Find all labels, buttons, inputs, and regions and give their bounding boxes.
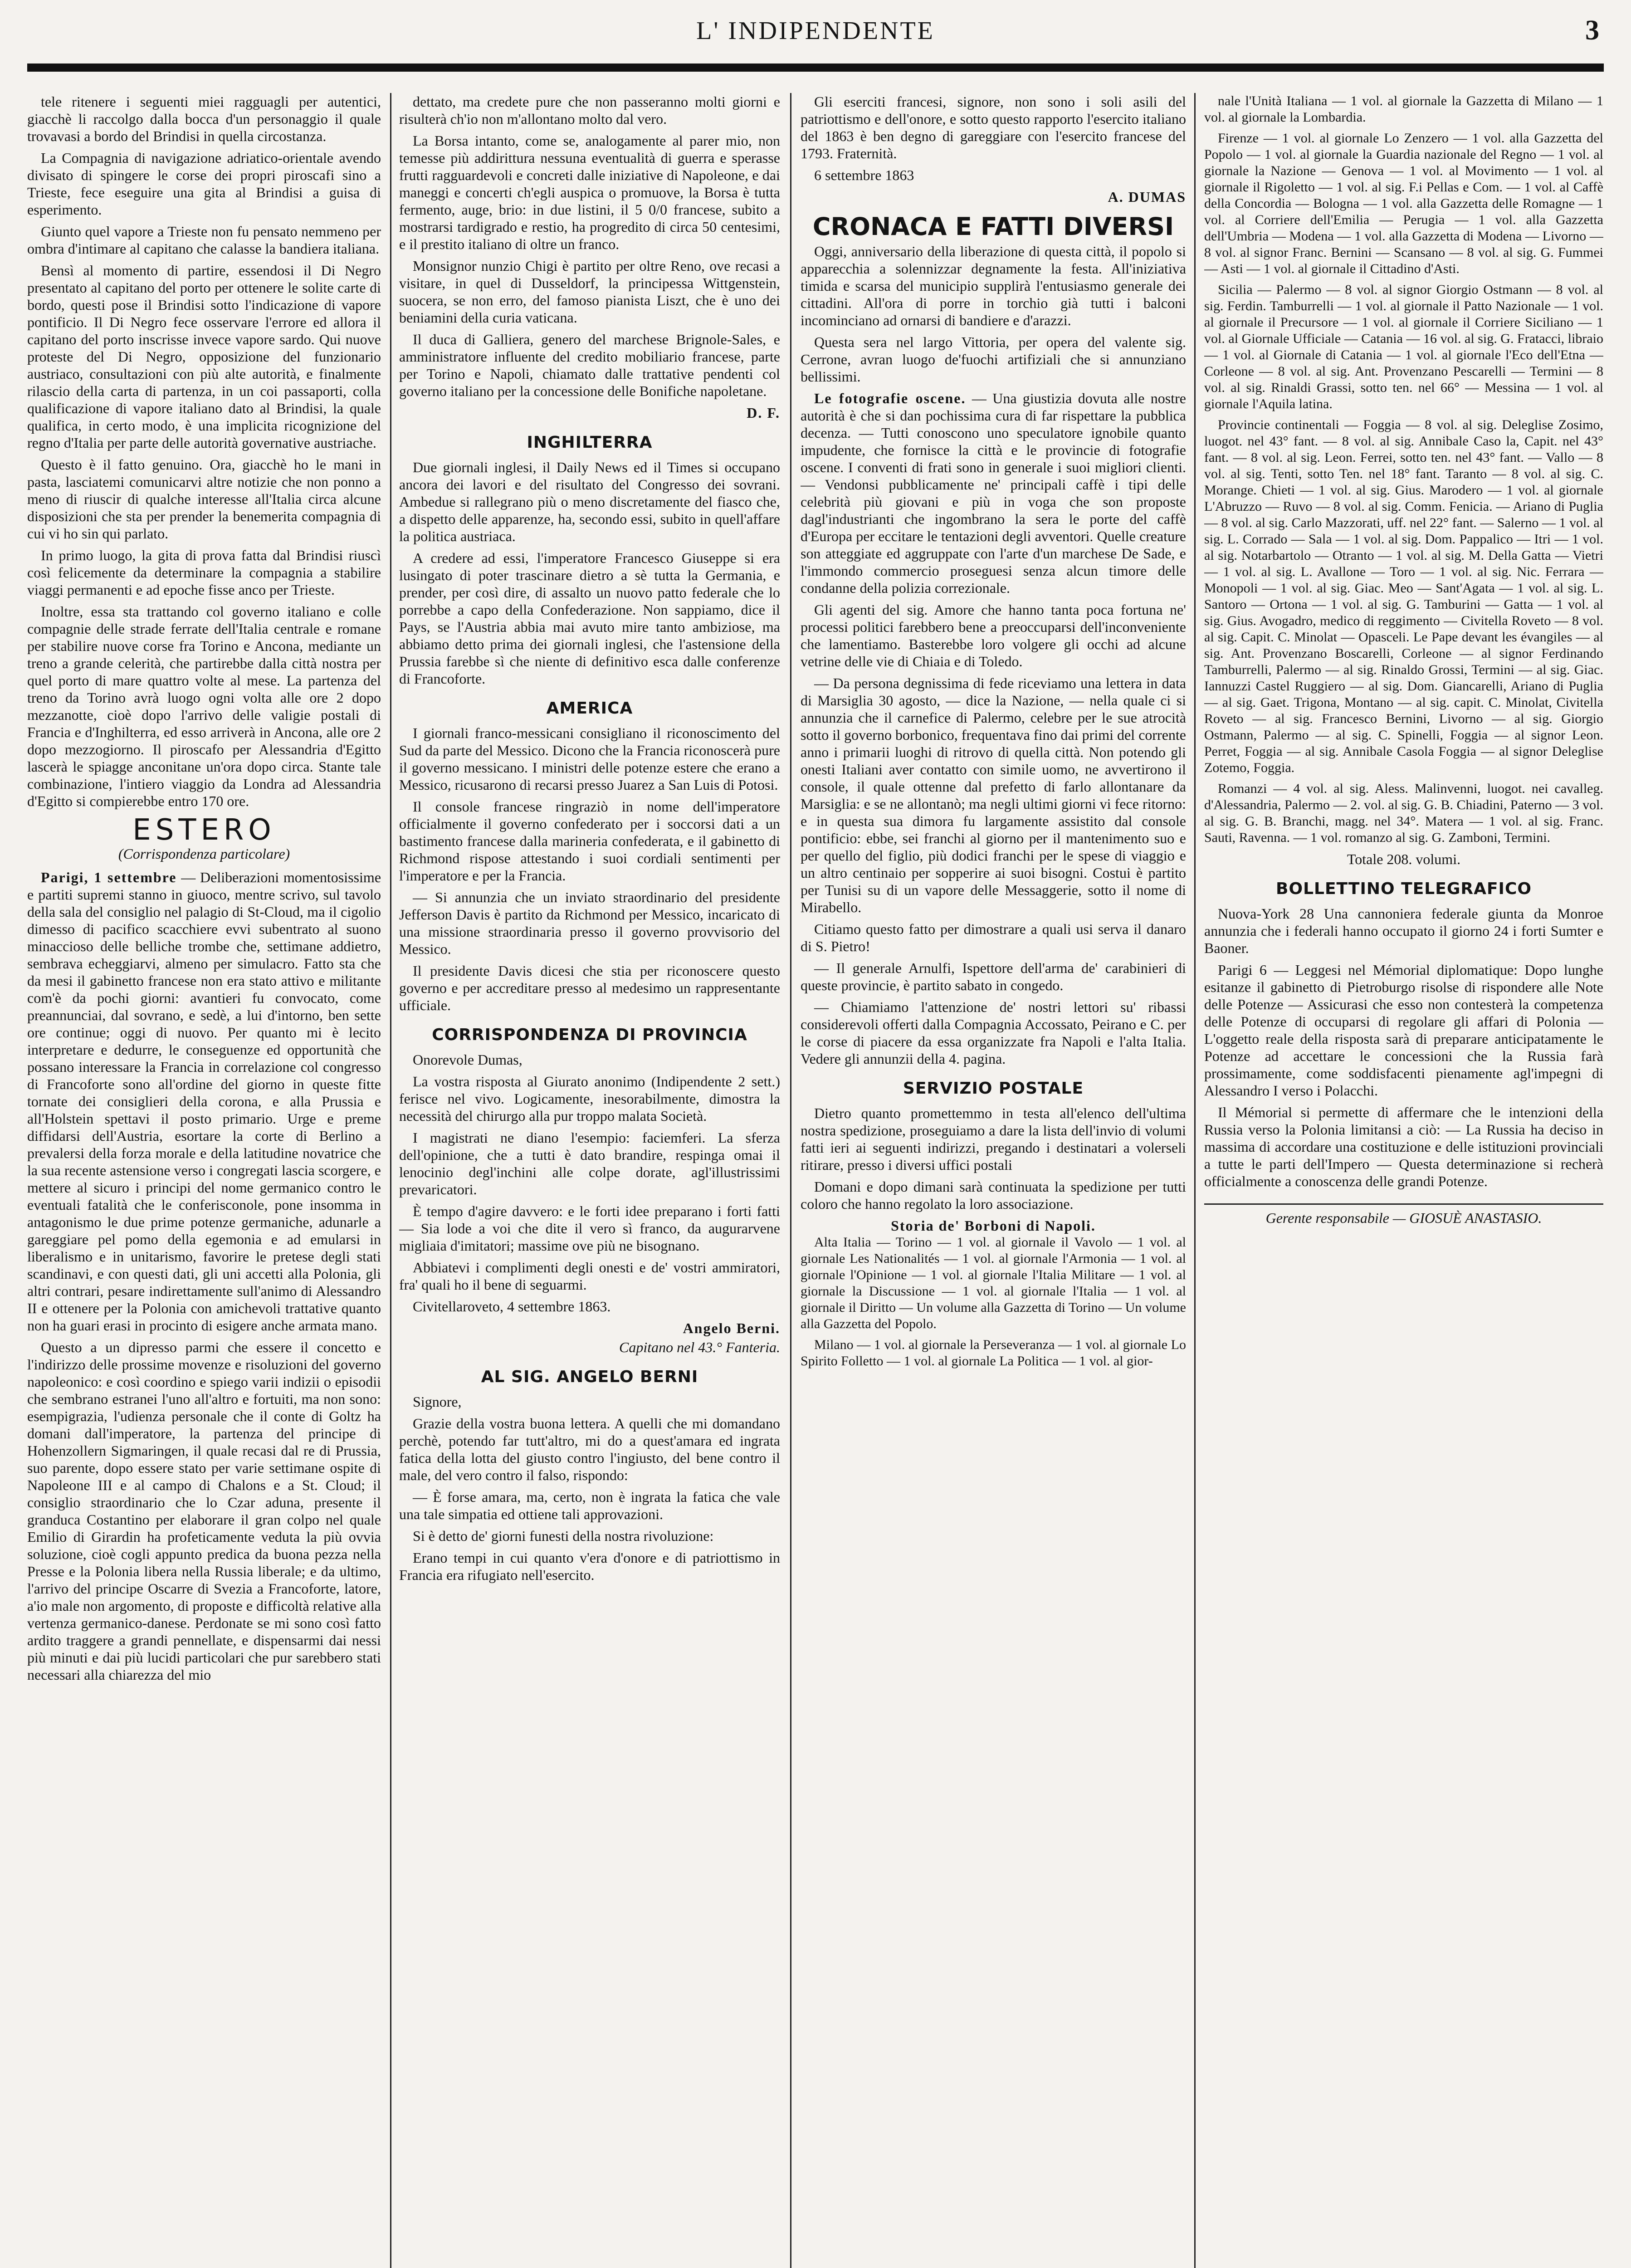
column-separator (790, 93, 791, 2268)
paragraph: I magistrati ne diano l'esempio: faciemferi. La sferza dell'opinione, che a tutti è dato brandire, respinga omai il lenocinio degl'inchini alle colpe dorate, agl'illustrissimi prevaricatori. (399, 1129, 780, 1198)
signature: A. DUMAS (1108, 189, 1186, 205)
paragraph: Provincie continentali — Foggia — 8 vol. al sig. Deleglise Zosimo, luogot. nel 43° fant. — 8 vol. al sig. Annibale Caso la, Capit. nel 43° fant. — 8 vol. al sig. Leon. Ferrei, sotto ten. nel 43° fant. — Vallo — 8 vol. al sig. Tenti, sotto Ten. nel 18° fant. Taranto — 8 vol. al sig. C. Morange. Chieti — 1 vol. al sig. Gius. Marodero — 1 vol. al giornale L'Abruzzo — Ruvo — 8 vol. al sig. Comm. Fenicia. — Ariano di Puglia — 8 vol. al sig. Carlo Mazzorati, uff. nel 22° fant. — Salerno — 1 vol. al sig. L. Corrado — Sala — 1 vol. al sig. Dom. Pappalico — Itri — 1 vol. al sig. Notarbartolo — Otranto — 1 vol. al sig. M. Della Gatta — Vietri — 1 vol. al sig. L. Avallone — Toro — 1 vol. al sig. Nic. Ferrara — Monopoli — 1 vol. al sig. Giac. Meo — Sant'Agata — 1 vol. al sig. L. Santoro — Ortona — 1 vol. al sig. G. Tamburini — Gatta — 1 vol. al sig. Gius. Avogadro, medico di reggimento — Civitella Roveto — 8 vol. al sig. Capit. C. Minolat — Opasceli. Le Pape devant les évangiles — al sig. Ant. Provenzano Boscarelli, Corleone — al signor Ferdinando Tamburrelli, Palermo — al sig. Rinaldo Grossi, Termini — al sig. Giac. Iannuzzi Castel Ruggiero — al sig. Dom. Giancarelli, Ariano di Puglia — al sig. Gaet. Trigona, Montano — al sig. capit. C. Minolat, Civitella Roveto — al sig. Francesco Bernini, Livorno — al sig. Giorgio Ostmann, Palermo — al sig. C. Spinelli, Foggia — al signor Leon. Perret, Foggia — al sig. Annibale Casola Foggia — al signor Deleglise Zotemo, Foggia. (1204, 417, 1603, 775)
paragraph (801, 390, 1186, 596)
paragraph: Due giornali inglesi, il Daily News ed il Times si occupano ancora dei lavori e del risultato del Congresso dei sovrani. Ambedue si rallegrano più o meno discretamente del fiasco che, a dispetto delle apparenze, ha, secondo essi, subito in quell'affare la politica austriaca. (399, 459, 780, 544)
paragraph: Alta Italia — Torino — 1 vol. al giornale il Vavolo — 1 vol. al giornale Les Nationalités — 1 vol. al giornale l'Armonia — 1 vol. al giornale l'Opinione — 1 vol. al giornale l'Italia Militare — 1 vol. al giornale la Discussione — 1 vol. al giornale l'Italia — 1 vol. al giornale il Diritto — Un volume alla Gazzetta di Torino — Un volume alla Gazzetta del Popolo. (801, 1235, 1186, 1331)
paragraph: La Borsa intanto, come se, analogamente al parer mio, non temesse più addirittura nessuna eventualità di guerra e sperasse frutti ragguardevoli e concreti dalle iniziative di Napoleone, e dai maneggi e concerti ch'egli auspica o promuove, la Borsa è tutta fermento, auge, brio: in due listini, il 5 0/0 francese, subito a mostrarsi tardigrado e restio, ha progredito di circa 50 centesimi, e il prestito italiano di oltre un franco. (399, 132, 780, 252)
paragraph: Grazie della vostra buona lettera. A quelli che mi domandano perchè, potendo far tutt'altro, mi do a quest'amara ed ingrata fatica della lotta del giusto contro l'ingiusto, del bene contro il male, del vero contro il falso, rispondo: (399, 1415, 780, 1483)
paragraph-lead: Le fotografie oscene. (814, 390, 966, 406)
masthead: L' INDIPENDENTE (696, 17, 935, 45)
column-2 (399, 93, 780, 2268)
paragraph-text: — Una giustizia dovuta alle nostre autorità è che si dan pochissima cura di far rispettare la pubblica decenza. — Tutti conoscono uno speculatore ignobile quanto impudente, che fornisce la città e le provincie di fotografie oscene. I conventi di frati sono in generale i suoi migliori clienti. — Vendonsi pubblicamente ne' principali caffè i tipi delle celebrità più giovani e più in voga che son proposte dagl'industrianti che ingombrano la sera le porte del caffè d'Europa per eccitare le tentazioni degli avventori. Quelle creature son atteggiate ed aggruppate con l'arte d'un marchese De Sade, e l'immondo commercio proseguesi senza alcun timore delle condanne della polizia correzionale. (801, 390, 1186, 596)
column-1 (27, 93, 381, 2268)
section-title-estero: ESTERO (132, 813, 276, 847)
signature: D. F. (747, 405, 780, 421)
signature-title: Capitano nel 43.° Fanteria. (619, 1339, 780, 1355)
paragraph: Si è detto de' giorni funesti della nostra rivoluzione: (413, 1528, 714, 1544)
paragraph: Questa sera nel largo Vittoria, per opera del valente sig. Cerrone, avran luogo de'fuochi artifiziali che si annunziano bellissimi. (801, 334, 1186, 385)
paragraph: Firenze — 1 vol. al giornale Lo Zenzero — 1 vol. alla Gazzetta del Popolo — 1 vol. al giornale la Guardia nazionale del Regno — 1 vol. al giornale la Nazione — Genova — 1 vol. al Movimento — 1 vol. al giornale il Rigoletto — 1 vol. al sig. F.i Pellas e Com. — 1 vol. al Caffè della Concordia — Bologna — 1 vol. alla Gazzetta delle Romagne — 1 vol. al Corriere dell'Emilia — Perugia — 1 vol. alla Gazzetta dell'Umbria — Modena — 1 vol. alla Gazzetta di Modena — Livorno — 8 vol. al signor Franc. Bernini — Scansano — 8 vol. al sig. G. Fummei — Asti — 1 vol. al giornale il Cittadino d'Asti. (1204, 131, 1603, 276)
paragraph: — Il generale Arnulfi, Ispettore dell'arma de' carabinieri di queste provincie, è partito sabato in congedo. (801, 960, 1186, 993)
signature: Angelo Berni. (683, 1320, 780, 1336)
paragraph: Il Mémorial si permette di affermare che le intenzioni della Russia verso la Polonia limitansi a ciò: — La Russia ha deciso in massima di accordare una costituzione e delle istituzioni provinciali a tutte le parti dell'Impero — Questa determinazione si recherà officialmente a conoscenza delle grandi Potenze. (1204, 1104, 1603, 1189)
column-3 (801, 93, 1186, 2268)
paragraph: — Da persona degnissima di fede riceviamo una lettera in data di Marsiglia 30 agosto, — dice la Nazione, — nella quale ci si annunzia che il carnefice di Palermo, celebre per le sue atrocità sotto il governo borbonico, frequentava fino dai primi del corrente anno i primarii luoghi di ritrovo di quella città. Non potendo gli onesti Italiani aver contatto con simile uomo, ne avvertirono il console, il quale ottenne dal prefetto di farlo allontanare da Marsiglia: e se ne allontanò; ma negli ultimi giorni vi fece ritorno: e in questa sua dimora fu largamente assistito dal console pontificio: ebbe, sei franchi al giorno per il mantenimento suo e per quello del figlio, più dodici franchi per le spese di viaggio e un altro centinaio per sopperire ai suoi bisogni. Costui è partito per Tunisi su di un vapore delle Messaggerie, sotto il nome di Mirabello. (801, 675, 1186, 915)
paragraph: — Si annunzia che un inviato straordinario del presidente Jefferson Davis è partito da Richmond per Messico, incaricato di una missione straordinaria presso il governo provvisorio del Messico. (399, 889, 780, 957)
footer-gerente: Gerente responsabile — GIOSUÈ ANASTASIO. (1204, 1203, 1603, 1227)
paragraph: Parigi 6 — Leggesi nel Mémorial diplomatique: Dopo lunghe esitanze il gabinetto di Pietroburgo risolse di rispondere alle Note delle Potenze — Assicurasi che esso non contesterà la competenza delle Potenze di occuparsi di regolare gli affari di Polonia — L'oggetto reale della risposta sarà di preparare anticipatamente le Potenze ad accettare le concessioni che la Russia farà prossimamente, come soddisfacenti pienamente agl'impegni di Alessandro I verso i Polacchi. (1204, 962, 1603, 1099)
paragraph: La vostra risposta al Giurato anonimo (Indipendente 2 sett.) ferisce nel vivo. Logicamente, inesorabilmente, dimostra la necessità del chirurgo alla pur troppo malata Società. (399, 1073, 780, 1124)
section-title-cronaca: CRONACA E FATTI DIVERSI (812, 212, 1174, 241)
section-title-al-sig: AL SIG. ANGELO BERNI (481, 1368, 698, 1386)
paragraph: Questo è il fatto genuino. Ora, giacchè ho le mani in pasta, lasciatemi comunicarvi altre notizie che non ponno a meno di riuscir di qualche interesse all'Italia circa alcune disposizioni che sta per prender la benemerita compagnia di cui vi ho sin qui parlato. (27, 456, 381, 542)
paragraph: — È forse amara, ma, certo, non è ingrata la fatica che vale una tale simpatia ed ottiene tali approvazioni. (399, 1489, 780, 1522)
paragraph: Bensì al momento di partire, essendosi il Di Negro presentato al capitano del porto per ottenere le solite carte di bordo, questi pose il Brindisi sotto l'indicazione di vapore pontificio. Il Di Negro fece osservare l'errore ed allora il capitano del porto inscrisse invece vapore sardo. Qui nuove proteste del Di Negro, opposizione del funzionario austriaco, consultazioni con più alte autorità, e finalmente rilascio della carta di partenza, in un coi passaporti, colla qualificazione di vapore italiano dato al Brindisi, la quale qualifica, in certo modo, è una implicita ricognizione del regno d'Italia per parte delle autorità governative austriache. (27, 262, 381, 451)
paragraph: Inoltre, essa sta trattando col governo italiano e colle compagnie delle strade ferrate dell'Italia centrale e romane per stabilire nuove corse fra Torino e Ancona, mediante un treno a grande celerità, che partirebbe dalla città nostra per quel porto di mare quattro volte al mese. La partenza del treno da Torino avrà luogo ogni volta alle ore 2 dopo mezzanotte, cioè dopo l'arrivo delle valigie postali di Francia e d'Inghilterra, ed esso arriverà in Ancona, alle ore 2 dopo mezzogiorno. Il piroscafo per Alessandria d'Egitto lascerà le spiagge anconitane un'ora dopo circa. Stante tale combinazione, l'intiero viaggio da Londra ad Alessandria d'Egitto si compierebbe entro 170 ore. (27, 603, 381, 809)
paragraph: dettato, ma credete pure che non passeranno molti giorni e risulterà ch'io non m'allontano molto dal vero. (399, 93, 780, 127)
paragraph: Gli eserciti francesi, signore, non sono i soli asili del patriottismo e dell'onore, e sotto questo rapporto l'esercito italiano del 1863 è ben degno di gareggiare con l'esercito francese del 1793. Fraternità. (801, 93, 1186, 161)
column-separator (390, 93, 391, 2268)
page-header (27, 16, 1604, 53)
subheading: Storia de' Borboni di Napoli. (891, 1217, 1096, 1234)
dateline: 6 settembre 1863 (814, 167, 914, 183)
paragraph: Monsignor nunzio Chigi è partito per oltre Reno, ove recasi a visitare, in quel di Dusseldorf, la principessa Wittgenstein, suocera, se non erro, del famoso pianista Liszt, che è uno dei beniamini della curia vaticana. (399, 258, 780, 326)
paragraph: tele ritenere i seguenti miei ragguagli per autentici, giacchè li raccolgo dalla bocca d'un personaggio il quale trovavasi a bordo del Brindisi in quella circostanza. (27, 93, 381, 144)
dateline: Parigi, 1 settembre (41, 869, 177, 885)
section-title-corrispondenza: CORRISPONDENZA DI PROVINCIA (432, 1026, 747, 1044)
paragraph: nale l'Unità Italiana — 1 vol. al giornale la Gazzetta di Milano — 1 vol. al giornale la Lombardia. (1204, 93, 1603, 125)
paragraph: Il presidente Davis dicesi che stia per riconoscere questo governo e per accreditare presso al medesimo un rappresentante ufficiale. (399, 963, 780, 1013)
total-line: Totale 208. volumi. (1347, 851, 1461, 867)
paragraph: È tempo d'agire davvero: e le forti idee preparano i forti fatti — Sia lode a voi che dite il vero sì franco, da augurarvene migliaia d'imitatori; massime ove più ne bisognano. (399, 1203, 780, 1254)
paragraph: Il console francese ringraziò in nome dell'imperatore officialmente il governo confederato per i soccorsi dati a un bastimento francese dalla marineria confederata, e il gabinetto di Richmond rispose attestando i suoi cordiali sentimenti per l'imperatore e per la Francia. (399, 798, 780, 884)
paragraph: Abbiatevi i complimenti degli onesti e de' vostri ammiratori, fra' quali ho il bene di seguarmi. (399, 1259, 780, 1293)
paragraph (27, 869, 381, 1334)
paragraph: Dietro quanto promettemmo in testa all'elenco dell'ultima nostra spedizione, proseguiamo a dare la lista dell'invio di volumi fatti ieri ai seguenti indirizzi, pregando i destinatari a volerseli ritirare, presso i diversi uffici postali (801, 1105, 1186, 1173)
paragraph: Il duca di Galliera, genero del marchese Brignole-Sales, e amministratore influente del credito mobiliario francese, parte per Torino e Napoli, chiamato dalle trattative pendenti col governo italiano per la concessione delle Bonifiche napoletane. (399, 331, 780, 399)
column-separator (1194, 93, 1196, 2268)
paragraph: Questo a un dipresso parmi che essere il concetto e l'indirizzo delle prossime movenze e risoluzioni del governo napoleonico: e così coordino e spiego varii indizii o episodii che sembrano estranei l'uno all'altro e fortuiti, ma non sono: esempigrazia, l'udienza personale che il conte di Goltz ha domani dall'imperatore, la partenza del principe di Hohenzollern Sigmaringen, il quale recasi dal re di Prussia, suo parente, dopo essere stato per varie settimane ospite di Napoleone III e al campo di Chalons e a St. Cloud; il consiglio straordinario che lo Czar aduna, presente il granduca Costantino per elaborare il gran colpo nel quale Emilio di Girardin ha profeticamente veduta la più ovvia soluzione, cioè cogli appunto predica da buona pezza nella Presse e la Polonia libera nella Russia liberale; e da ultimo, l'arrivo del principe Oscarre di Svezia a Francoforte, latore, a'io male non argomento, di proposte e difficoltà relative alla vertenza germanico-danese. Perdonate se mi sono così fatto ardito traggere a grandi pennellate, e dispensarmi dai nessi più minuti e dai più lucidi particolari che pur sarebbero stati necessari alla chiarezza del mio (27, 1339, 381, 1683)
header-rule (27, 64, 1604, 72)
paragraph: Oggi, anniversario della liberazione di questa città, il popolo si apparecchia a solennizzar degnamente la festa. All'iniziativa timida e scarsa del municipio supplirà l'entusiasmo generale dei cittadini. All'ora di porre in torchio già tutti i balconi incominciano ad ornarsi di bandiere e d'arazzi. (801, 243, 1186, 328)
page-number: 3 (1585, 15, 1599, 46)
paragraph: Signore, (413, 1393, 462, 1410)
paragraph: Giunto quel vapore a Trieste non fu pensato nemmeno per ombra d'intimare al capitano che calasse la bandiera italiana. (27, 223, 381, 257)
paragraph: Sicilia — Palermo — 8 vol. al signor Giorgio Ostmann — 8 vol. al sig. Ferdin. Tamburrelli — 1 vol. al giornale il Patto Nazionale — 1 vol. al giornale il Precursore — 1 vol. al giornale il Corriere Siciliano — 1 vol. al Giornale Ufficiale — Catania — 16 vol. al sig. G. Fratacci, libraio — 1 vol. al Giornale di Catania — 1 vol. al giornale l'Eco dell'Etna — Corleone — 8 vol. al sig. Ant. Provenzano Pescarelli — Termini — 8 vol. al sig. Rinaldi Grassi, sotto ten. nel 66° — Messina — 1 vol. al giornale l'Aquila latina. (1204, 282, 1603, 411)
paragraph: Civitellaroveto, 4 settembre 1863. (413, 1298, 611, 1315)
paragraph: Onorevole Dumas, (413, 1051, 523, 1068)
section-subtitle: (Corrispondenza particolare) (118, 846, 290, 862)
paragraph: I giornali franco-messicani consigliano il riconoscimento del Sud da parte del Messico. Dicono che la Francia riconoscerà pure il governo messicano. I ministri delle potenze estere che erano a Messico, ricusarono di recarsi presso Juarez a San Luis di Potosi. (399, 725, 780, 793)
paragraph: — Chiamiamo l'attenzione de' nostri lettori su' ribassi considerevoli offerti dalla Compagnia Accossato, Peirano e C. per le corse di piacere da essa organizzate fra Napoli e l'alta Italia. Vedere gli annunzii della 4. pagina. (801, 999, 1186, 1067)
paragraph: Gli agenti del sig. Amore che hanno tanta poca fortuna ne' processi politici farebbero bene a preoccuparsi dell'inconveniente che lamentiamo. Basterebbe loro volgere gli occhi ad alcune vetrine delle vie di Chiaia e di Toledo. (801, 601, 1186, 670)
paragraph: A credere ad essi, l'imperatore Francesco Giuseppe si era lusingato di poter trascinare dietro a sè tutta la Germania, e prender, per così dire, di assalto un nuovo patto federale che lo porrebbe a capo della Confederazione. Non sappiamo, dice il Pays, se l'Austria abbia mai avuto mire tanto ambiziose, ma abbiamo detto prima dei giornali inglesi, che l'astensione della Prussia farebbe sì che niente di definitivo esca dalle conferenze di Francoforte. (399, 550, 780, 687)
paragraph: Romanzi — 4 vol. al sig. Aless. Malinvenni, luogot. nei cavalleg. d'Alessandria, Palermo — 2. vol. al sig. G. B. Chiadini, Paterno — 3 vol. al sig. G. B. Branchi, magg. nel 34°. Matera — 1 vol. al sig. Franc. Sauti, Ravenna. — 1 vol. romanzo al sig. G. Zamboni, Termini. (1204, 781, 1603, 845)
paragraph: Nuova-York 28 Una cannoniera federale giunta da Monroe annunzia che i federali hanno occupato il giorno 24 i forti Sumter e Baoner. (1204, 905, 1603, 956)
section-title-bollettino: BOLLETTINO TELEGRAFICO (1276, 880, 1532, 898)
paragraph: In primo luogo, la gita di prova fatta dal Brindisi riuscì così felicemente da determinare la compagnia a stabilire viaggi permanenti e ad epoche fisse anco per Trieste. (27, 547, 381, 598)
section-title-inghilterra: INGHILTERRA (527, 433, 653, 452)
paragraph: Erano tempi in cui quanto v'era d'onore e di patriottismo in Francia era rifugiato nell'esercito. (399, 1549, 780, 1583)
paragraph: Citiamo questo fatto per dimostrare a quali usi serva il danaro di S. Pietro! (801, 921, 1186, 954)
paragraph: Domani e dopo dimani sarà continuata la spedizione per tutti coloro che hanno regolato la loro associazione. (801, 1178, 1186, 1212)
paragraph-text: — Deliberazioni momentosissime e partiti supremi stanno in giuoco, mentre scrivo, sul tavolo della sala del consiglio nel palagio di St-Cloud, ma il cigolio dimesso di pacifico scacchiere evvi subentrato al suono minaccioso delle belliche trombe che, settimane addietro, sembrava echeggiarvi, almeno per simulacro. Fatto sta che da mesi il gabinetto francese non era stato attivo e militante com'è da pochi giorni: avantieri fu convocato, come preannunciai, dal sovrano, e sedè, a lui d'intorno, ben sette ore continue; oggi di nuovo. Per quanto mi è lecito interpretare e dedurre, le conseguenze ed opportunità che possano interessare la Francia in correlazione col congresso di Francoforte sono all'ordine del giorno in queste fitte tornate dei consiglieri della corona, e alla Prussia e all'Holstein spettavi il posto primario. Urge e preme diffidarsi dell'Austria, esortare la corte di Berlino a prevalersi della forza morale e della latitudine novatrice che la sua recente astensione verso i congregati lascia scorgere, e mettere al sicuro i principi del nome germanico contro le eventuali fatalità che le conferisconole, pone insomma in antagonismo le due prime potenze germaniche, adunarle a gareggiare pel pomo della egemonia e ad emularsi in liberalismo e in unitarismo, favorire le pretese degli stati scandinavi, e con questi dati, gli uni accetti alla Polonia, gli altri contrari, pesare indirettamente sull'animo di Alessandro II e ottenere per la Polonia con amichevoli trattative quanto non ha guari erasi in procinto di esigere anche armata mano. (27, 869, 381, 1334)
section-title-america: AMERICA (546, 699, 633, 718)
column-4 (1204, 93, 1603, 2268)
paragraph: Milano — 1 vol. al giornale la Perseveranza — 1 vol. al giornale Lo Spirito Folletto — 1 vol. al giornale La Politica — 1 vol. al gior- (801, 1337, 1186, 1369)
section-title-servizio-postale: SERVIZIO POSTALE (903, 1079, 1084, 1098)
paragraph: La Compagnia di navigazione adriatico-orientale avendo divisato di spingere le corse dei propri piroscafi sino a Trieste, fece eseguire una gita al Brindisi a guisa di esperimento. (27, 150, 381, 218)
